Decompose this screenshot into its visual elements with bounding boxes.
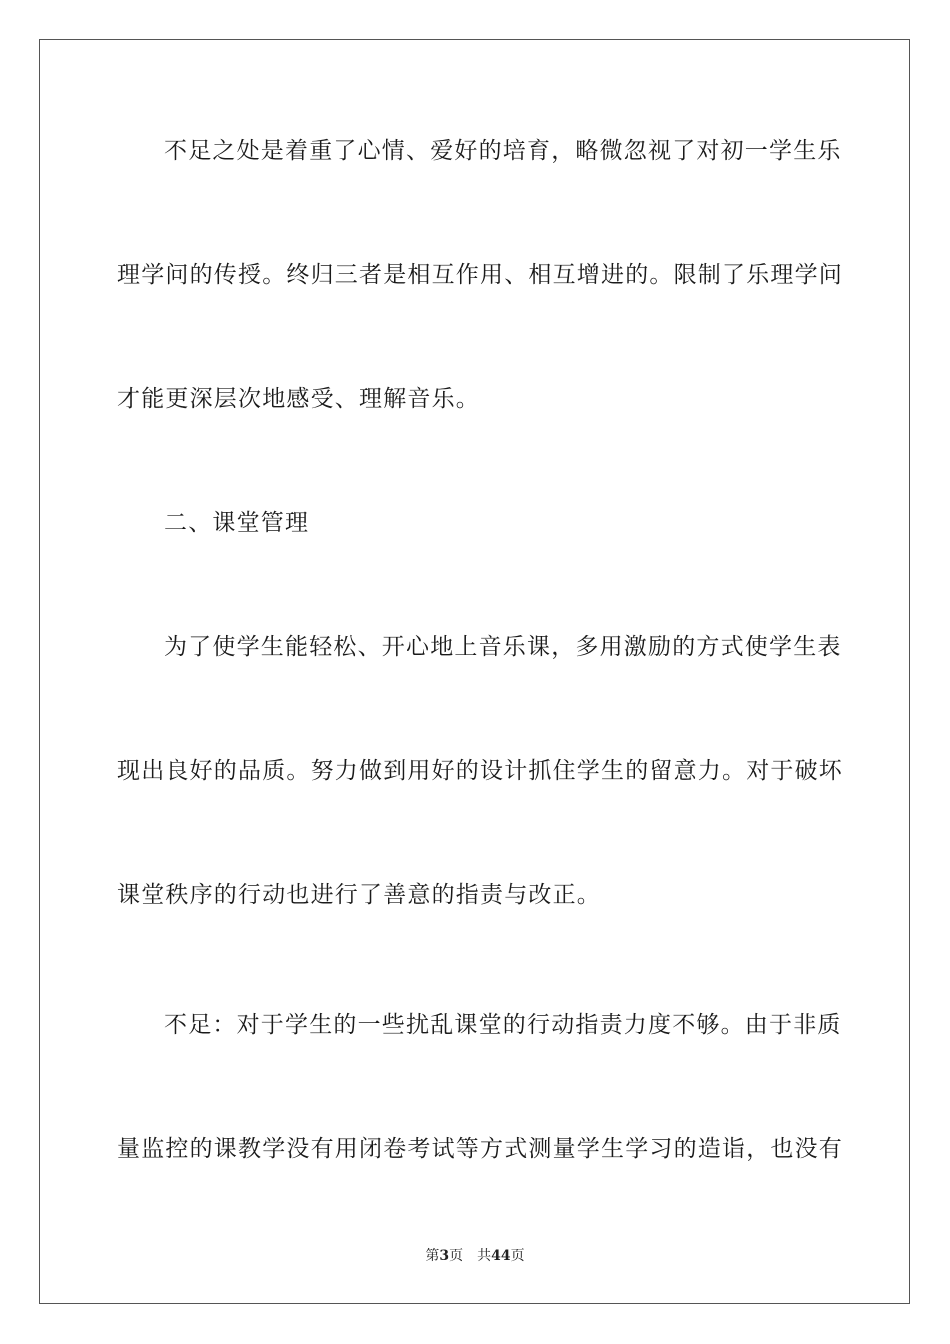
- paragraph-line-7: 不足：对于学生的一些扰乱课堂的行动指责力度不够。由于非质: [164, 1012, 842, 1038]
- footer-total-prefix: 共: [477, 1248, 492, 1264]
- paragraph-line-4: 为了使学生能轻松、开心地上音乐课，多用激励的方式使学生表: [164, 634, 842, 660]
- page-footer: [0, 1247, 950, 1265]
- paragraph-line-2: 理学问的传授。终归三者是相互作用、相互增进的。限制了乐理学问: [117, 262, 843, 288]
- paragraph-line-1: 不足之处是着重了心情、爱好的培育，略微忽视了对初一学生乐: [164, 138, 842, 164]
- footer-page-suffix: 页: [449, 1248, 464, 1264]
- footer-total-suffix: 页: [510, 1248, 525, 1264]
- footer-page-prefix: 第: [425, 1248, 440, 1264]
- footer-total-pages: 44: [491, 1248, 511, 1264]
- section-heading: 二、课堂管理: [164, 510, 310, 536]
- paragraph-line-6: 课堂秩序的行动也进行了善意的指责与改正。: [117, 882, 601, 908]
- paragraph-line-8: 量监控的课教学没有用闭卷考试等方式测量学生学习的造诣，也没有: [117, 1136, 843, 1162]
- paragraph-line-5: 现出良好的品质。努力做到用好的设计抓住学生的留意力。对于破坏: [117, 758, 843, 784]
- footer-page-number: 3: [439, 1248, 450, 1264]
- paragraph-line-3: 才能更深层次地感受、理解音乐。: [117, 386, 480, 412]
- page-border: [39, 39, 910, 1304]
